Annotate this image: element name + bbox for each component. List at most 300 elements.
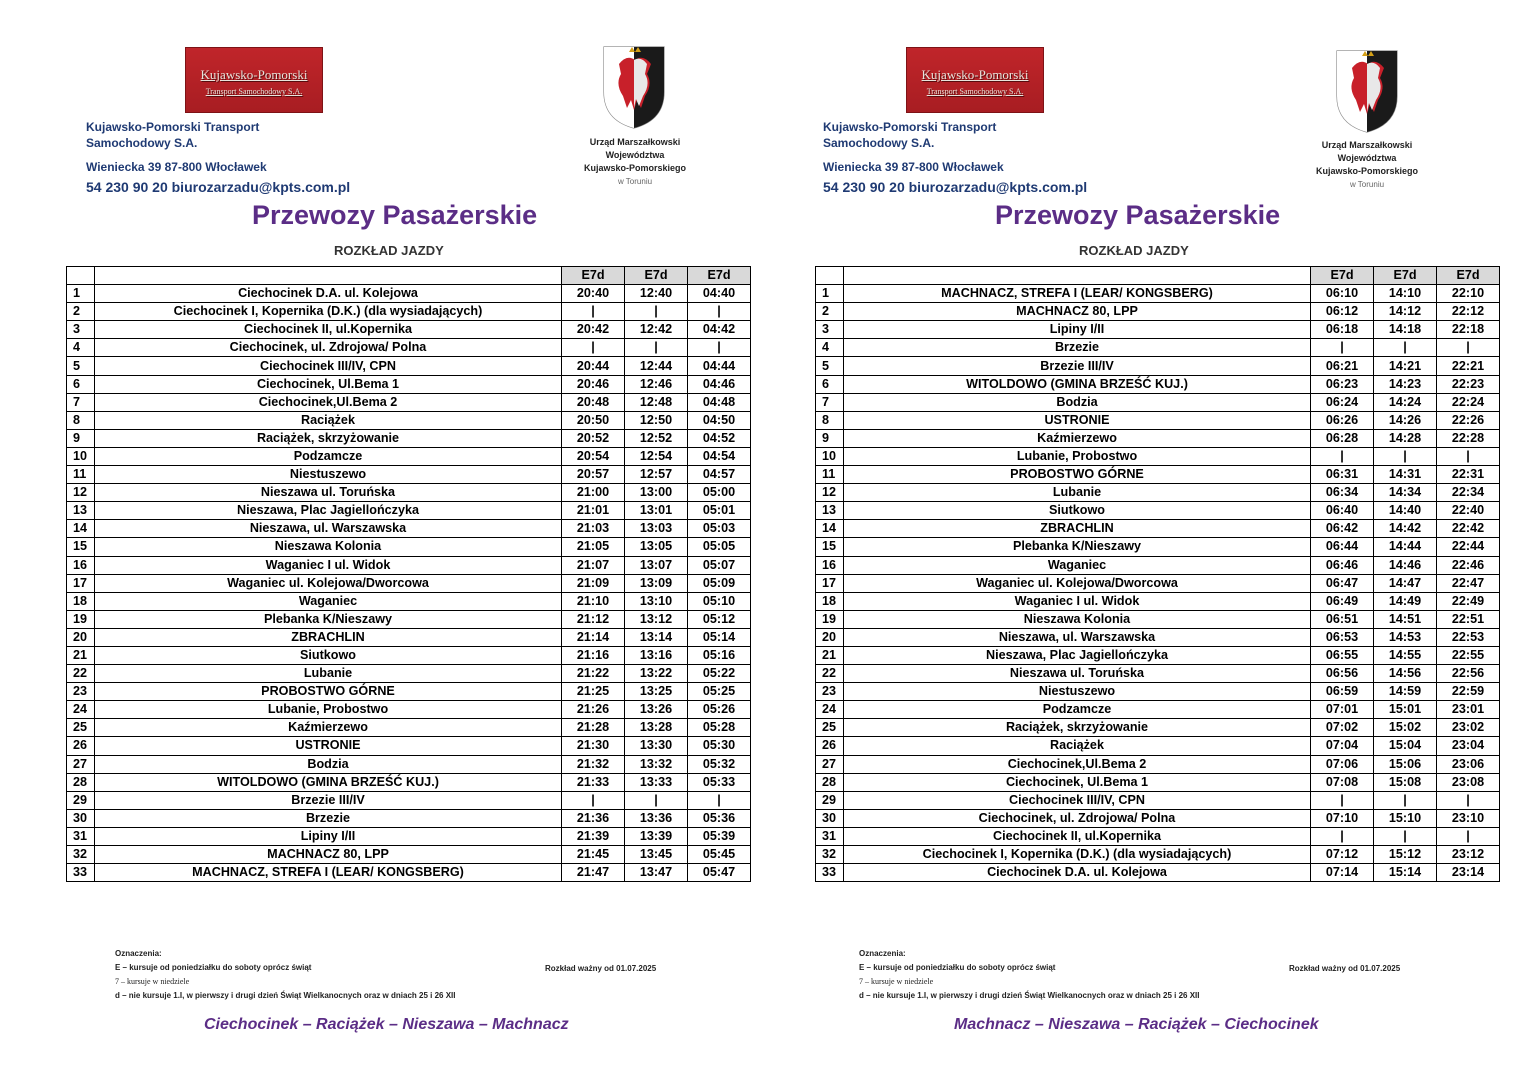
departure-time: 06:18 — [1311, 321, 1374, 339]
departure-time: 14:53 — [1374, 628, 1437, 646]
departure-time: 21:32 — [562, 755, 625, 773]
departure-time: 22:10 — [1437, 285, 1500, 303]
table-row — [67, 846, 751, 864]
table-row — [816, 429, 1500, 447]
table-row — [816, 701, 1500, 719]
stop-number: 23 — [67, 683, 95, 701]
departure-time: 15:14 — [1374, 864, 1437, 882]
stop-number: 30 — [816, 809, 844, 827]
stop-name: Kaźmierzewo — [95, 719, 562, 737]
departure-time: 22:44 — [1437, 538, 1500, 556]
stop-number: 2 — [67, 303, 95, 321]
stop-name: Siutkowo — [844, 502, 1311, 520]
stop-number: 25 — [816, 719, 844, 737]
departure-time: 06:51 — [1311, 610, 1374, 628]
table-row — [816, 339, 1500, 357]
departure-time: 05:12 — [688, 610, 751, 628]
departure-time: 14:49 — [1374, 592, 1437, 610]
logo-line2: Transport Samochodowy S.A. — [205, 87, 303, 96]
table-row — [816, 520, 1500, 538]
table-row — [816, 827, 1500, 845]
stop-number: 14 — [816, 520, 844, 538]
table-row — [816, 357, 1500, 375]
header-blank-cell — [816, 267, 844, 285]
table-row — [67, 809, 751, 827]
company-address: Wieniecka 39 87-800 Włocławek — [823, 160, 1004, 174]
departure-time: | — [1374, 447, 1437, 465]
office-line2: Województwa — [605, 150, 665, 160]
stop-name: Waganiec I ul. Widok — [844, 592, 1311, 610]
departure-time: 05:30 — [688, 737, 751, 755]
table-row — [67, 592, 751, 610]
stop-number: 26 — [67, 737, 95, 755]
departure-time: 13:01 — [625, 502, 688, 520]
departure-time: 04:54 — [688, 447, 751, 465]
stop-name: Brzezie III/IV — [844, 357, 1311, 375]
departure-time: 21:10 — [562, 592, 625, 610]
departure-time: 07:04 — [1311, 737, 1374, 755]
departure-time: 13:05 — [625, 538, 688, 556]
stop-name: Kaźmierzewo — [844, 429, 1311, 447]
stop-number: 21 — [67, 646, 95, 664]
departure-time: 13:28 — [625, 719, 688, 737]
table-row — [816, 846, 1500, 864]
departure-time: 21:30 — [562, 737, 625, 755]
table-row — [67, 484, 751, 502]
column-header-2: E7d — [625, 267, 688, 285]
stop-name: Waganiec ul. Kolejowa/Dworcowa — [95, 574, 562, 592]
column-header-1: E7d — [1311, 267, 1374, 285]
departure-time: 05:28 — [688, 719, 751, 737]
stop-number: 23 — [816, 683, 844, 701]
departure-time: 05:07 — [688, 556, 751, 574]
departure-time: 22:56 — [1437, 665, 1500, 683]
stop-name: Raciążek — [95, 411, 562, 429]
departure-time: 06:34 — [1311, 484, 1374, 502]
departure-time: 21:07 — [562, 556, 625, 574]
departure-time: 07:12 — [1311, 846, 1374, 864]
stop-name: Nieszawa Kolonia — [844, 610, 1311, 628]
departure-time: 22:46 — [1437, 556, 1500, 574]
office-line1: Urząd Marszałkowski — [589, 137, 681, 147]
departure-time: 13:30 — [625, 737, 688, 755]
legend-title: Oznaczenia: — [859, 949, 906, 958]
departure-time: 05:22 — [688, 665, 751, 683]
departure-time: 04:57 — [688, 466, 751, 484]
stop-number: 11 — [67, 466, 95, 484]
table-row — [67, 864, 751, 882]
stop-number: 30 — [67, 809, 95, 827]
departure-time: 23:01 — [1437, 701, 1500, 719]
stop-number: 19 — [816, 610, 844, 628]
departure-time: 21:36 — [562, 809, 625, 827]
stop-number: 28 — [816, 773, 844, 791]
departure-time: 06:56 — [1311, 665, 1374, 683]
departure-time: 13:36 — [625, 809, 688, 827]
departure-time: 07:06 — [1311, 755, 1374, 773]
office-line4: w Toruniu — [1349, 180, 1385, 189]
departure-time: 04:40 — [688, 285, 751, 303]
departure-time: 14:12 — [1374, 303, 1437, 321]
stop-number: 7 — [816, 393, 844, 411]
office-line4: w Toruniu — [617, 177, 653, 186]
stop-number: 8 — [816, 411, 844, 429]
departure-time: | — [1374, 339, 1437, 357]
office-line3: Kujawsko-Pomorskiego — [1315, 166, 1419, 176]
departure-time: | — [1311, 791, 1374, 809]
departure-time: 13:26 — [625, 701, 688, 719]
departure-time: | — [688, 791, 751, 809]
kpts-logo — [906, 47, 1044, 113]
stop-name: Raciążek — [844, 737, 1311, 755]
departure-time: 06:28 — [1311, 429, 1374, 447]
column-header-2: E7d — [1374, 267, 1437, 285]
timetable-table — [66, 266, 751, 882]
valid-from: Rozkład ważny od 01.07.2025 — [545, 964, 657, 973]
table-row — [816, 628, 1500, 646]
departure-time: 22:59 — [1437, 683, 1500, 701]
stop-number: 14 — [67, 520, 95, 538]
departure-time: 22:47 — [1437, 574, 1500, 592]
table-row — [67, 502, 751, 520]
departure-time: 15:02 — [1374, 719, 1437, 737]
stop-name: Waganiec — [95, 592, 562, 610]
departure-time: 05:10 — [688, 592, 751, 610]
stop-name: MACHNACZ 80, LPP — [95, 846, 562, 864]
page-subtitle: ROZKŁAD JAZDY — [1079, 243, 1189, 258]
departure-time: 22:24 — [1437, 393, 1500, 411]
table-row — [816, 556, 1500, 574]
stop-name: Bodzia — [95, 755, 562, 773]
company-name-line1: Kujawsko-Pomorski Transport — [86, 120, 260, 134]
departure-time: 20:48 — [562, 393, 625, 411]
departure-time: 20:52 — [562, 429, 625, 447]
departure-time: 21:00 — [562, 484, 625, 502]
stop-number: 18 — [816, 592, 844, 610]
company-name — [823, 119, 996, 151]
stop-name: Ciechocinek,Ul.Bema 2 — [95, 393, 562, 411]
departure-time: 23:08 — [1437, 773, 1500, 791]
table-row — [67, 683, 751, 701]
departure-time: 22:31 — [1437, 466, 1500, 484]
departure-time: 21:03 — [562, 520, 625, 538]
stop-number: 27 — [816, 755, 844, 773]
departure-time: 22:53 — [1437, 628, 1500, 646]
departure-time: 13:07 — [625, 556, 688, 574]
office-line1: Urząd Marszałkowski — [1321, 140, 1413, 150]
stop-number: 29 — [816, 791, 844, 809]
table-row — [816, 809, 1500, 827]
departure-time: 14:46 — [1374, 556, 1437, 574]
stop-number: 13 — [816, 502, 844, 520]
stop-name: Lubanie — [95, 665, 562, 683]
departure-time: 06:55 — [1311, 646, 1374, 664]
departure-time: 14:47 — [1374, 574, 1437, 592]
stop-number: 33 — [816, 864, 844, 882]
departure-time: | — [688, 339, 751, 357]
departure-time: 22:12 — [1437, 303, 1500, 321]
stop-number: 17 — [816, 574, 844, 592]
table-row — [816, 285, 1500, 303]
route-name: Ciechocinek – Raciążek – Nieszawa – Machnacz — [204, 1016, 569, 1033]
table-row — [816, 393, 1500, 411]
departure-time: 22:26 — [1437, 411, 1500, 429]
departure-time: 21:01 — [562, 502, 625, 520]
departure-time: 14:24 — [1374, 393, 1437, 411]
departure-time: 21:09 — [562, 574, 625, 592]
table-row — [67, 827, 751, 845]
departure-time: 20:54 — [562, 447, 625, 465]
stop-number: 32 — [816, 846, 844, 864]
stop-number: 1 — [816, 285, 844, 303]
table-row — [67, 737, 751, 755]
departure-time: 15:08 — [1374, 773, 1437, 791]
table-row — [816, 864, 1500, 882]
departure-time: 05:03 — [688, 520, 751, 538]
departure-time: 21:39 — [562, 827, 625, 845]
departure-time: 06:49 — [1311, 592, 1374, 610]
departure-time: 12:46 — [625, 375, 688, 393]
table-row — [67, 447, 751, 465]
header-stop-cell — [844, 267, 1311, 285]
departure-time: 04:42 — [688, 321, 751, 339]
table-row — [816, 737, 1500, 755]
stop-number: 20 — [816, 628, 844, 646]
stop-number: 24 — [816, 701, 844, 719]
stop-number: 10 — [67, 447, 95, 465]
departure-time: 14:51 — [1374, 610, 1437, 628]
kpts-logo — [185, 47, 323, 113]
departure-time: 05:32 — [688, 755, 751, 773]
departure-time: 14:23 — [1374, 375, 1437, 393]
departure-time: 22:23 — [1437, 375, 1500, 393]
stop-name: Lubanie, Probostwo — [844, 447, 1311, 465]
stop-number: 5 — [67, 357, 95, 375]
departure-time: | — [1437, 791, 1500, 809]
departure-time: 13:45 — [625, 846, 688, 864]
voivodeship-crest-icon — [601, 44, 667, 130]
table-row — [67, 429, 751, 447]
table-row — [816, 538, 1500, 556]
departure-time: 05:25 — [688, 683, 751, 701]
departure-time: 06:59 — [1311, 683, 1374, 701]
stop-number: 5 — [816, 357, 844, 375]
table-row — [67, 791, 751, 809]
departure-time: 12:54 — [625, 447, 688, 465]
departure-time: 12:40 — [625, 285, 688, 303]
stop-name: Ciechocinek D.A. ul. Kolejowa — [95, 285, 562, 303]
stop-number: 32 — [67, 846, 95, 864]
table-row — [67, 411, 751, 429]
table-row — [816, 646, 1500, 664]
departure-time: 05:47 — [688, 864, 751, 882]
stop-name: WITOLDOWO (GMINA BRZEŚĆ KUJ.) — [844, 375, 1311, 393]
stop-name: Ciechocinek, Ul.Bema 1 — [95, 375, 562, 393]
stop-number: 26 — [816, 737, 844, 755]
table-row — [816, 683, 1500, 701]
stop-number: 3 — [816, 321, 844, 339]
stop-name: Brzezie — [95, 809, 562, 827]
departure-time: 21:45 — [562, 846, 625, 864]
table-row — [816, 755, 1500, 773]
stop-number: 9 — [67, 429, 95, 447]
stop-number: 29 — [67, 791, 95, 809]
stop-number: 12 — [816, 484, 844, 502]
route-name: Machnacz – Nieszawa – Raciążek – Ciechocinek — [954, 1016, 1319, 1033]
departure-time: | — [688, 303, 751, 321]
legend — [115, 947, 455, 1003]
stop-number: 10 — [816, 447, 844, 465]
stop-number: 15 — [816, 538, 844, 556]
stop-name: Nieszawa ul. Toruńska — [844, 665, 1311, 683]
stop-name: Ciechocinek III/IV, CPN — [844, 791, 1311, 809]
stop-number: 6 — [67, 375, 95, 393]
departure-time: 22:55 — [1437, 646, 1500, 664]
table-row — [67, 357, 751, 375]
company-contact: 54 230 90 20 biurozarzadu@kpts.com.pl — [86, 179, 351, 195]
company-name-line1: Kujawsko-Pomorski Transport — [823, 120, 997, 134]
departure-time: 06:10 — [1311, 285, 1374, 303]
stop-name: Nieszawa ul. Toruńska — [95, 484, 562, 502]
departure-time: 22:51 — [1437, 610, 1500, 628]
legend-7: 7 – kursuje w niedziele — [115, 977, 190, 986]
departure-time: 07:01 — [1311, 701, 1374, 719]
column-header-3: E7d — [1437, 267, 1500, 285]
departure-time: 21:05 — [562, 538, 625, 556]
departure-time: 13:14 — [625, 628, 688, 646]
departure-time: | — [1437, 447, 1500, 465]
table-header-row — [816, 267, 1500, 285]
stop-number: 6 — [816, 375, 844, 393]
departure-time: 12:52 — [625, 429, 688, 447]
stop-name: MACHNACZ, STREFA I (LEAR/ KONGSBERG) — [95, 864, 562, 882]
table-row — [67, 628, 751, 646]
stop-number: 31 — [816, 827, 844, 845]
table-row — [816, 484, 1500, 502]
table-row — [816, 411, 1500, 429]
stop-name: Ciechocinek,Ul.Bema 2 — [844, 755, 1311, 773]
legend-d: d – nie kursuje 1.I, w pierwszy i drugi dzień Świąt Wielkanocnych oraz w dniach 25 i 26 XII — [115, 991, 456, 1000]
departure-time: 05:45 — [688, 846, 751, 864]
departure-time: 13:03 — [625, 520, 688, 538]
stop-number: 16 — [816, 556, 844, 574]
departure-time: 21:47 — [562, 864, 625, 882]
departure-time: 05:16 — [688, 646, 751, 664]
departure-time: | — [1374, 791, 1437, 809]
departure-time: 14:59 — [1374, 683, 1437, 701]
departure-time: 23:12 — [1437, 846, 1500, 864]
departure-time: 04:50 — [688, 411, 751, 429]
departure-time: | — [1374, 827, 1437, 845]
stop-number: 19 — [67, 610, 95, 628]
stop-name: Brzezie — [844, 339, 1311, 357]
stop-name: Raciążek, skrzyżowanie — [844, 719, 1311, 737]
stop-number: 27 — [67, 755, 95, 773]
table-row — [816, 303, 1500, 321]
column-header-1: E7d — [562, 267, 625, 285]
header-blank-cell — [67, 267, 95, 285]
departure-time: 07:02 — [1311, 719, 1374, 737]
legend-7: 7 – kursuje w niedziele — [859, 977, 934, 986]
departure-time: 13:12 — [625, 610, 688, 628]
departure-time: 05:39 — [688, 827, 751, 845]
stop-number: 31 — [67, 827, 95, 845]
legend — [859, 947, 1199, 1003]
page-title: Przewozy Pasażerskie — [252, 200, 538, 230]
legend-d: d – nie kursuje 1.I, w pierwszy i drugi dzień Świąt Wielkanocnych oraz w dniach 25 i 26 XII — [859, 991, 1200, 1000]
departure-time: 14:44 — [1374, 538, 1437, 556]
stop-number: 24 — [67, 701, 95, 719]
departure-time: 13:39 — [625, 827, 688, 845]
stop-name: Raciążek, skrzyżowanie — [95, 429, 562, 447]
departure-time: 22:34 — [1437, 484, 1500, 502]
table-row — [67, 466, 751, 484]
stop-name: Podzamcze — [95, 447, 562, 465]
departure-time: | — [562, 791, 625, 809]
stop-name: Bodzia — [844, 393, 1311, 411]
table-row — [816, 321, 1500, 339]
table-row — [67, 646, 751, 664]
table-row — [67, 303, 751, 321]
departure-time: 13:10 — [625, 592, 688, 610]
departure-time: 22:21 — [1437, 357, 1500, 375]
table-row — [67, 520, 751, 538]
stop-name: Lipiny I/II — [95, 827, 562, 845]
stop-name: Lipiny I/II — [844, 321, 1311, 339]
stop-name: PROBOSTWO GÓRNE — [844, 466, 1311, 484]
stop-number: 2 — [816, 303, 844, 321]
legend-title: Oznaczenia: — [115, 949, 162, 958]
table-row — [67, 393, 751, 411]
departure-time: 21:33 — [562, 773, 625, 791]
stop-name: Nieszawa, ul. Warszawska — [844, 628, 1311, 646]
table-row — [816, 610, 1500, 628]
logo-line2: Transport Samochodowy S.A. — [926, 87, 1024, 96]
table-row — [67, 285, 751, 303]
departure-time: 14:31 — [1374, 466, 1437, 484]
stop-name: USTRONIE — [844, 411, 1311, 429]
table-row — [67, 665, 751, 683]
departure-time: 12:48 — [625, 393, 688, 411]
departure-time: 06:44 — [1311, 538, 1374, 556]
table-row — [67, 375, 751, 393]
departure-time: 13:32 — [625, 755, 688, 773]
departure-time: 20:40 — [562, 285, 625, 303]
stop-name: PROBOSTWO GÓRNE — [95, 683, 562, 701]
departure-time: 15:01 — [1374, 701, 1437, 719]
stop-name: ZBRACHLIN — [844, 520, 1311, 538]
stop-number: 21 — [816, 646, 844, 664]
stop-name: Ciechocinek I, Kopernika (D.K.) (dla wysiadających) — [844, 846, 1311, 864]
stop-number: 12 — [67, 484, 95, 502]
departure-time: 04:44 — [688, 357, 751, 375]
departure-time: 05:05 — [688, 538, 751, 556]
stop-number: 17 — [67, 574, 95, 592]
stop-name: Waganiec ul. Kolejowa/Dworcowa — [844, 574, 1311, 592]
departure-time: 15:06 — [1374, 755, 1437, 773]
departure-time: 13:22 — [625, 665, 688, 683]
stop-number: 8 — [67, 411, 95, 429]
departure-time: 05:00 — [688, 484, 751, 502]
departure-time: 12:57 — [625, 466, 688, 484]
departure-time: 14:21 — [1374, 357, 1437, 375]
departure-time: | — [625, 303, 688, 321]
stop-number: 25 — [67, 719, 95, 737]
departure-time: 06:46 — [1311, 556, 1374, 574]
table-row — [67, 701, 751, 719]
stop-name: Siutkowo — [95, 646, 562, 664]
stop-number: 7 — [67, 393, 95, 411]
